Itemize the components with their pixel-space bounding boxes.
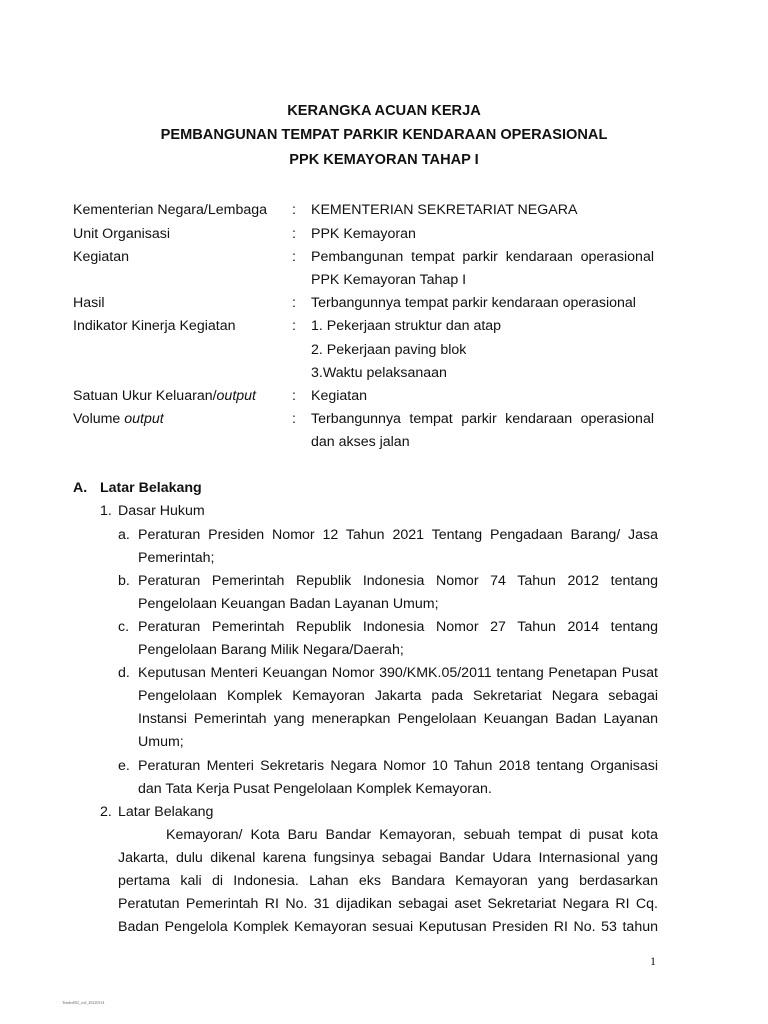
- list-item-line: Peraturan Presiden Nomor 12 Tahun 2021 Tentang Pengadaan Barang/ Jasa: [138, 527, 658, 543]
- info-value: dan akses jalan: [311, 434, 410, 450]
- section-title: Latar Belakang: [100, 480, 202, 496]
- list-item-line: Peraturan Menteri Sekretaris Negara Nomor 10 Tahun 2018 tentang Organisasi: [138, 758, 658, 774]
- list-item-line: Pengelolaan Komplek Kemayoran Jakarta pada Sekretariat Negara sebagai: [138, 688, 658, 704]
- info-value: PPK Kemayoran Tahap I: [311, 272, 467, 288]
- info-label: Indikator Kinerja Kegiatan: [73, 318, 236, 334]
- info-sep: :: [292, 249, 296, 265]
- info-label: Kementerian Negara/Lembaga: [73, 202, 268, 218]
- info-label: Unit Organisasi: [73, 226, 170, 242]
- list-item-line: Umum;: [138, 734, 184, 750]
- list-item-line: Keputusan Menteri Keuangan Nomor 390/KMK.05/2011 tentang Penetapan Pusat: [138, 665, 658, 681]
- list-item-letter: d.: [118, 665, 130, 681]
- subsection-number: 1.: [100, 503, 112, 519]
- info-sep: :: [292, 202, 296, 218]
- subsection-title: Dasar Hukum: [118, 503, 205, 519]
- list-item-line: Pengelolaan Keuangan Badan Layanan Umum;: [138, 596, 439, 612]
- section-letter: A.: [73, 480, 88, 496]
- list-item-line: Pengelolaan Barang Milik Negara/Daerah;: [138, 642, 404, 658]
- list-item-letter: c.: [118, 619, 130, 635]
- list-item-line: dan Tata Kerja Pusat Pengelolaan Komplek Kemayoran.: [138, 781, 492, 797]
- info-value: Pembangunan tempat parkir kendaraan operasional: [311, 249, 654, 265]
- paragraph-line: pertama kali di Indonesia. Lahan eks Bandara Kemayoran yang berdasarkan: [118, 873, 658, 889]
- info-value: PPK Kemayoran: [311, 226, 416, 242]
- paragraph-line: Badan Pengelola Komplek Kemayoran sesuai Keputusan Presiden RI No. 53 tahun: [118, 919, 658, 935]
- info-sep: :: [292, 388, 296, 404]
- list-item-line: Peraturan Pemerintah Republik Indonesia Nomor 74 Tahun 2012 tentang: [138, 573, 658, 589]
- info-value: Terbangunnya tempat parkir kendaraan operasional: [311, 295, 636, 311]
- page-number: 1: [650, 954, 656, 968]
- info-value: KEMENTERIAN SEKRETARIAT NEGARA: [311, 202, 578, 218]
- list-item-line: Instansi Pemerintah yang menerapkan Pengelolaan Keuangan Badan Layanan: [138, 711, 658, 727]
- info-value: 3.Waktu pelaksanaan: [311, 365, 447, 381]
- list-item-letter: a.: [118, 527, 130, 543]
- info-label: Kegiatan: [73, 249, 130, 265]
- footer-text: Tender002_rod_20220314: [62, 1000, 105, 1005]
- info-value: Kegiatan: [311, 388, 368, 404]
- doc-title-line-2: PEMBANGUNAN TEMPAT PARKIR KENDARAAN OPERASIONAL: [160, 127, 608, 143]
- paragraph-line: Peratutan Pemerintah RI No. 31 dijadikan sebagai aset Sekretariat Negara RI Cq.: [118, 896, 658, 912]
- info-value: Terbangunnya tempat parkir kendaraan operasional: [311, 411, 654, 427]
- info-sep: :: [292, 295, 296, 311]
- info-sep: :: [292, 226, 296, 242]
- info-value: 2. Pekerjaan paving blok: [311, 342, 467, 358]
- info-sep: :: [292, 411, 296, 427]
- info-label: Volume output: [73, 411, 164, 427]
- subsection-title: Latar Belakang: [118, 804, 214, 820]
- list-item-line: Pemerintah;: [138, 550, 215, 566]
- doc-title-line-3: PPK KEMAYORAN TAHAP I: [289, 152, 479, 168]
- doc-title-line-1: KERANGKA ACUAN KERJA: [287, 103, 481, 119]
- info-label: Hasil: [73, 295, 105, 311]
- info-value: 1. Pekerjaan struktur dan atap: [311, 318, 502, 334]
- info-sep: :: [292, 318, 296, 334]
- list-item-line: Peraturan Pemerintah Republik Indonesia Nomor 27 Tahun 2014 tentang: [138, 619, 658, 635]
- paragraph-line: Kemayoran/ Kota Baru Bandar Kemayoran, sebuah tempat di pusat kota: [166, 827, 658, 843]
- paragraph-line: Jakarta, dulu dikenal karena fungsinya sebagai Bandar Udara Internasional yang: [118, 850, 658, 866]
- list-item-letter: b.: [118, 573, 130, 589]
- subsection-number: 2.: [100, 804, 112, 820]
- list-item-letter: e.: [118, 758, 130, 774]
- info-label: Satuan Ukur Keluaran/output: [73, 388, 256, 404]
